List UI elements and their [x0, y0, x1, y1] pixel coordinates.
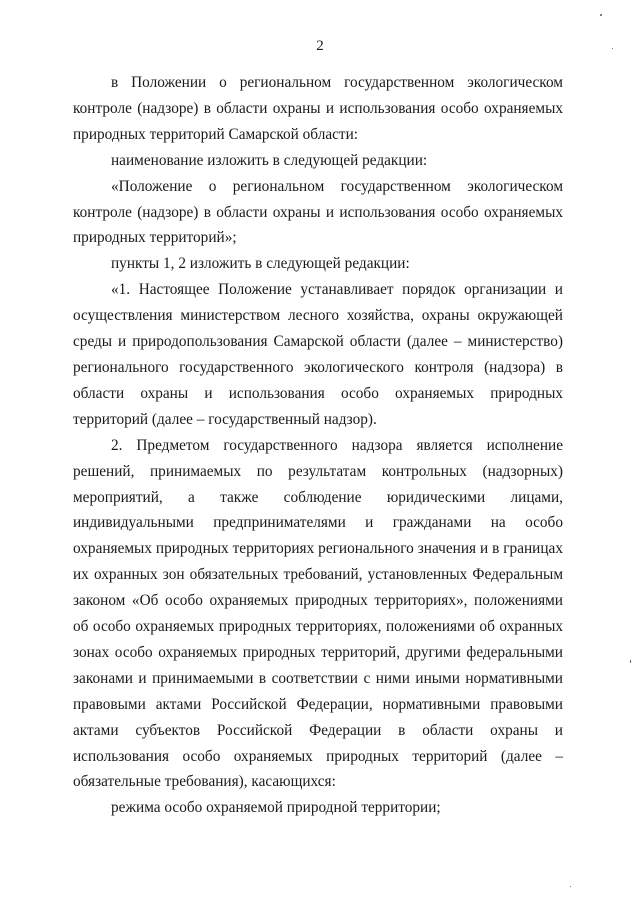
scan-speck [630, 660, 631, 663]
paragraph-point-1: «1. Настоящее Положение устанавливает порядок организации и осуществления министерством лесного хозяйства, охраны окружающей среды и природопользования Самарской области (далее – министерство) регионального государственного экологического контроля (надзора) в области охраны и использования особо охраняемых природных территорий (далее – государственный надзор). [73, 281, 563, 428]
scan-speck [612, 48, 613, 49]
paragraph-points-edit: пункты 1, 2 изложить в следующей редакции: [111, 255, 410, 273]
paragraph-intro: в Положении о региональном государственном экологическом контроле (надзоре) в области охраны и использования особо охраняемых природных территорий Самарской области: [73, 74, 563, 143]
document-body [73, 70, 563, 821]
scan-speck [570, 886, 571, 887]
paragraph-point-2: 2. Предметом государственного надзора является исполнение решений, принимаемых по результатам контрольных (надзорных) мероприятий, а также соблюдение юридическими лицами, индивидуальными предпринимателями и гражданами на особо охраняемых природных территориях регионального значения и в границах их охранных зон обязательных требований, установленных Федеральным законом «Об особо охраняемых природных территориях», положениями об особо охраняемых природных территориях, положениями об охранных зонах особо охраняемых природных территорий, другими федеральными законами и принимаемыми в соответствии с ними иными нормативными правовыми актами Российской Федерации, нормативными правовыми актами субъектов Российской Федерации в области охраны и использования особо охраняемых природных территорий (далее – обязательные требования), касающихся: [73, 436, 563, 791]
page-number: 2 [316, 38, 324, 54]
scan-speck [600, 14, 602, 16]
paragraph-name-edit: наименование изложить в следующей редакции: [111, 151, 428, 169]
paragraph-new-name: «Положение о региональном государственном экологическом контроле (надзоре) в области охраны и использования особо охраняемых природных территорий»; [73, 177, 563, 247]
paragraph-regime: режима особо охраняемой природной территории; [111, 799, 441, 817]
